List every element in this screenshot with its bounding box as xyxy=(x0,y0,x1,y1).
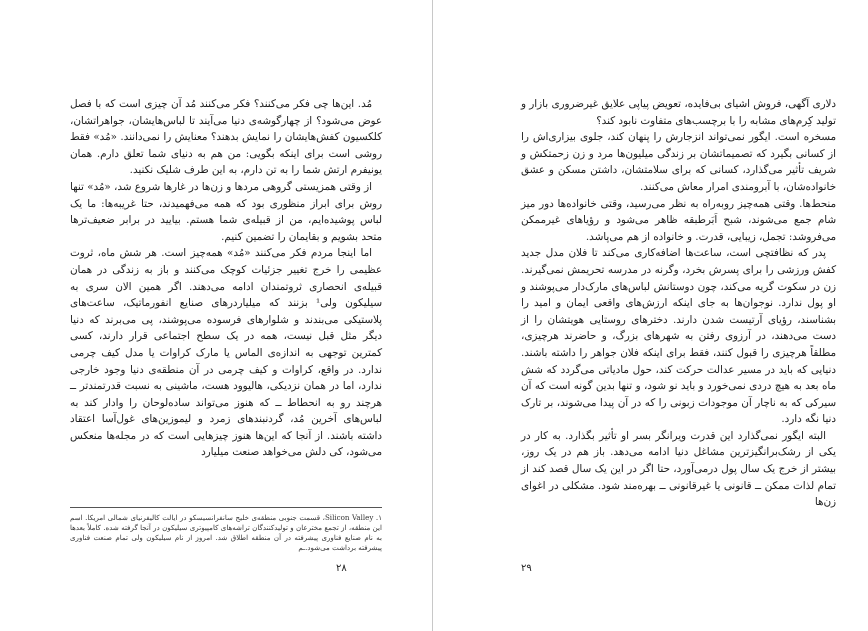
paragraph: مُد. این‌ها چی فکر می‌کنند؟ فکر می‌کنند مُد آن چیزی است که با فصل عوض می‌شود؟ از چهارگوشه‌ی دنیا می‌آیند تا لباس‌هایشان، جواهراتشان، کلکسیون کفش‌هایشان را نمایش بدهند؟ معنایش را نمی‌دانند. «مُد» فقط روشی است برای اینکه بگویی: من هم به دنیای شما تعلق دارم. همان یونیفرم ارتش شما را به تن دارم، به این طرف شلیک نکنید. xyxy=(70,98,382,177)
paragraph: البته ایگور نمی‌گذارد این قدرت ویرانگر بسر او تأثیر بگذارد. به کار در یکی از رشک‌برانگیزترین مشاغل دنیا ادامه می‌دهد. باز هم در یک روز، بیشتر از خرج یک سال پول درمی‌آورد، حتا اگر در این یک سال قصد کند از تمام لذات ممکن ــ قانونی یا غیرقانونی ــ بهره‌مند شود. مشکلی در اغوای زن‌ها xyxy=(521,429,836,509)
footnote-divider xyxy=(70,507,382,508)
left-page-body xyxy=(70,96,382,461)
paragraph: از وقتی همزیستی گروهی مردها و زن‌ها در غارها شروع شد، «مُد» تنها روش برای ابراز منظوری بود که همه می‌فهمیدند، حتا غریبه‌ها: ما یک لباس پوشیده‌ایم، من از قبیله‌ی شما هستم. بیایید در برابر ضعیف‌ترها متحد بشویم و بقایمان را تضمین کنیم. xyxy=(70,180,382,243)
right-page xyxy=(433,0,868,631)
left-page xyxy=(0,0,433,631)
paragraph: دلاری آگهی، فروش اشیای بی‌فایده، تعویض پیاپی علایق غیرضروری بازار و تولید کِرم‌های مشابه را با برچسب‌های متفاوت نابود کند؟ xyxy=(521,98,836,127)
footnote: ۱. Silicon Valley، قسمت جنوبی منطقه‌ی خلیج سانفرانسیسکو در ایالت کالیفرنیای شمالی امریکا. اسم این منطقه، از تجمع مخترعان و تولیدکنندگان تراشه‌های کامپیوتری سیلیکون در آنجا گرفته شده. کاملاً بعدها به نام صنایع فناوری پیشرفته در آن منطقه اطلاق شد. امروز از نام سیلیکون ولی تمام صنعت فناوری پیشرفته برداشت می‌شود.ـم xyxy=(70,513,382,552)
paragraph: منحط‌ها. وقتی همه‌چیز روبه‌راه به نظر می‌رسید، وقتی خانواده‌ها دور میز شام جمع می‌شوند، شبح اَبَرطبقه ظاهر می‌شود و رؤیاهای غیرممکن می‌فروشد: تجمل، زیبایی، قدرت. و خانواده از هم می‌پاشد. xyxy=(521,197,836,243)
paragraph: پدر که نظافتچی است، ساعت‌ها اضافه‌کاری می‌کند تا فلان مدل جدید کفش ورزشی را برای پسرش بخرد، وگرنه در مدرسه تحریمش نمی‌گیرند. زن در سکوت گریه می‌کند، چون دوستانش لباس‌های مارک‌دار می‌پوشند و او پول ندارد. نوجوان‌ها به جای اینکه ارزش‌های واقعی ایمان و امید را بشناسند، رؤیای آرتیست شدن دارند. دخترهای روستایی هویتشان را از دست می‌دهند، در آرزوی رفتن به شهرهای بزرگ، و حاضرند هرچیزی، مطلقاً هرچیزی را قبول کنند، فقط برای اینکه فلان جواهر را داشته باشند. دنیایی که باید در مسیر عدالت حرکت کند، حول مادیاتی می‌گردد که شش ماه بعد به هیچ دردی نمی‌خورد و باید نو شود، و تنها بدین گونه است که آن سیرکی که به ناچار آن موجودات زبونی را که در آن پیدا می‌شوند، بر تارک دنیا نگه دارد. xyxy=(521,247,836,426)
page-number-right: ۲۹ xyxy=(521,563,532,574)
page-number-left: ۲۸ xyxy=(336,563,347,574)
paragraph: مسخره است. ایگور نمی‌تواند انزجارش را پنهان کند، جلوی بیزاری‌اش را از کسانی بگیرد که تصمیماتشان بر زندگی میلیون‌ها مرد و زن زحمتکش و شریف تأثیر می‌گذارد، کسانی که برای سلامتشان، داشتن مسکن و عشق خانواده‌شان، با آبرومندی امرار معاش می‌کنند. xyxy=(521,131,836,193)
paragraph: اما اینجا مردم فکر می‌کنند «مُد» همه‌چیز است. هر شش ماه، ثروت عظیمی را خرج تغییر جزئیات کوچک می‌کنند و باز به زندگی در همان قبیله‌ی انحصاری ثروتمندان ادامه می‌دهند. اگر همین الان سری به سیلیکون ولی¹ بزنند که میلیاردرهای صنایع انفورماتیک، ساعت‌های پلاستیکی می‌بندند و شلوارهای فرسوده می‌پوشند، پی می‌برند که دنیا دیگر مثل قبل نیست، همه در یک سطح اجتماعی قرار دارند، کسی کمترین توجهی به اندازه‌ی الماس یا مارک کراوات یا مدل کیف چرمی ندارد. در واقع، کراوات و کیف چرمی در آن منطقه‌ی دنیا وجود خارجی ندارد، اما در همان نزدیکی، هالیوود هست، ماشینی به نسبت قدرتمندتر ــ هرچند رو به انحطاط ــ که هنوز می‌تواند ساده‌لوحان را وادار کند به لباس‌های آخرین مُد، گردنبندهای زمرد و لیموزین‌های غول‌آسا اعتقاد داشته باشند. از آنجا که این‌ها هنوز چیزهایی است که در مجله‌ها منعکس می‌شود، کی دلش می‌خواهد صنعت میلیارد xyxy=(70,247,382,459)
right-page-body xyxy=(521,96,836,511)
